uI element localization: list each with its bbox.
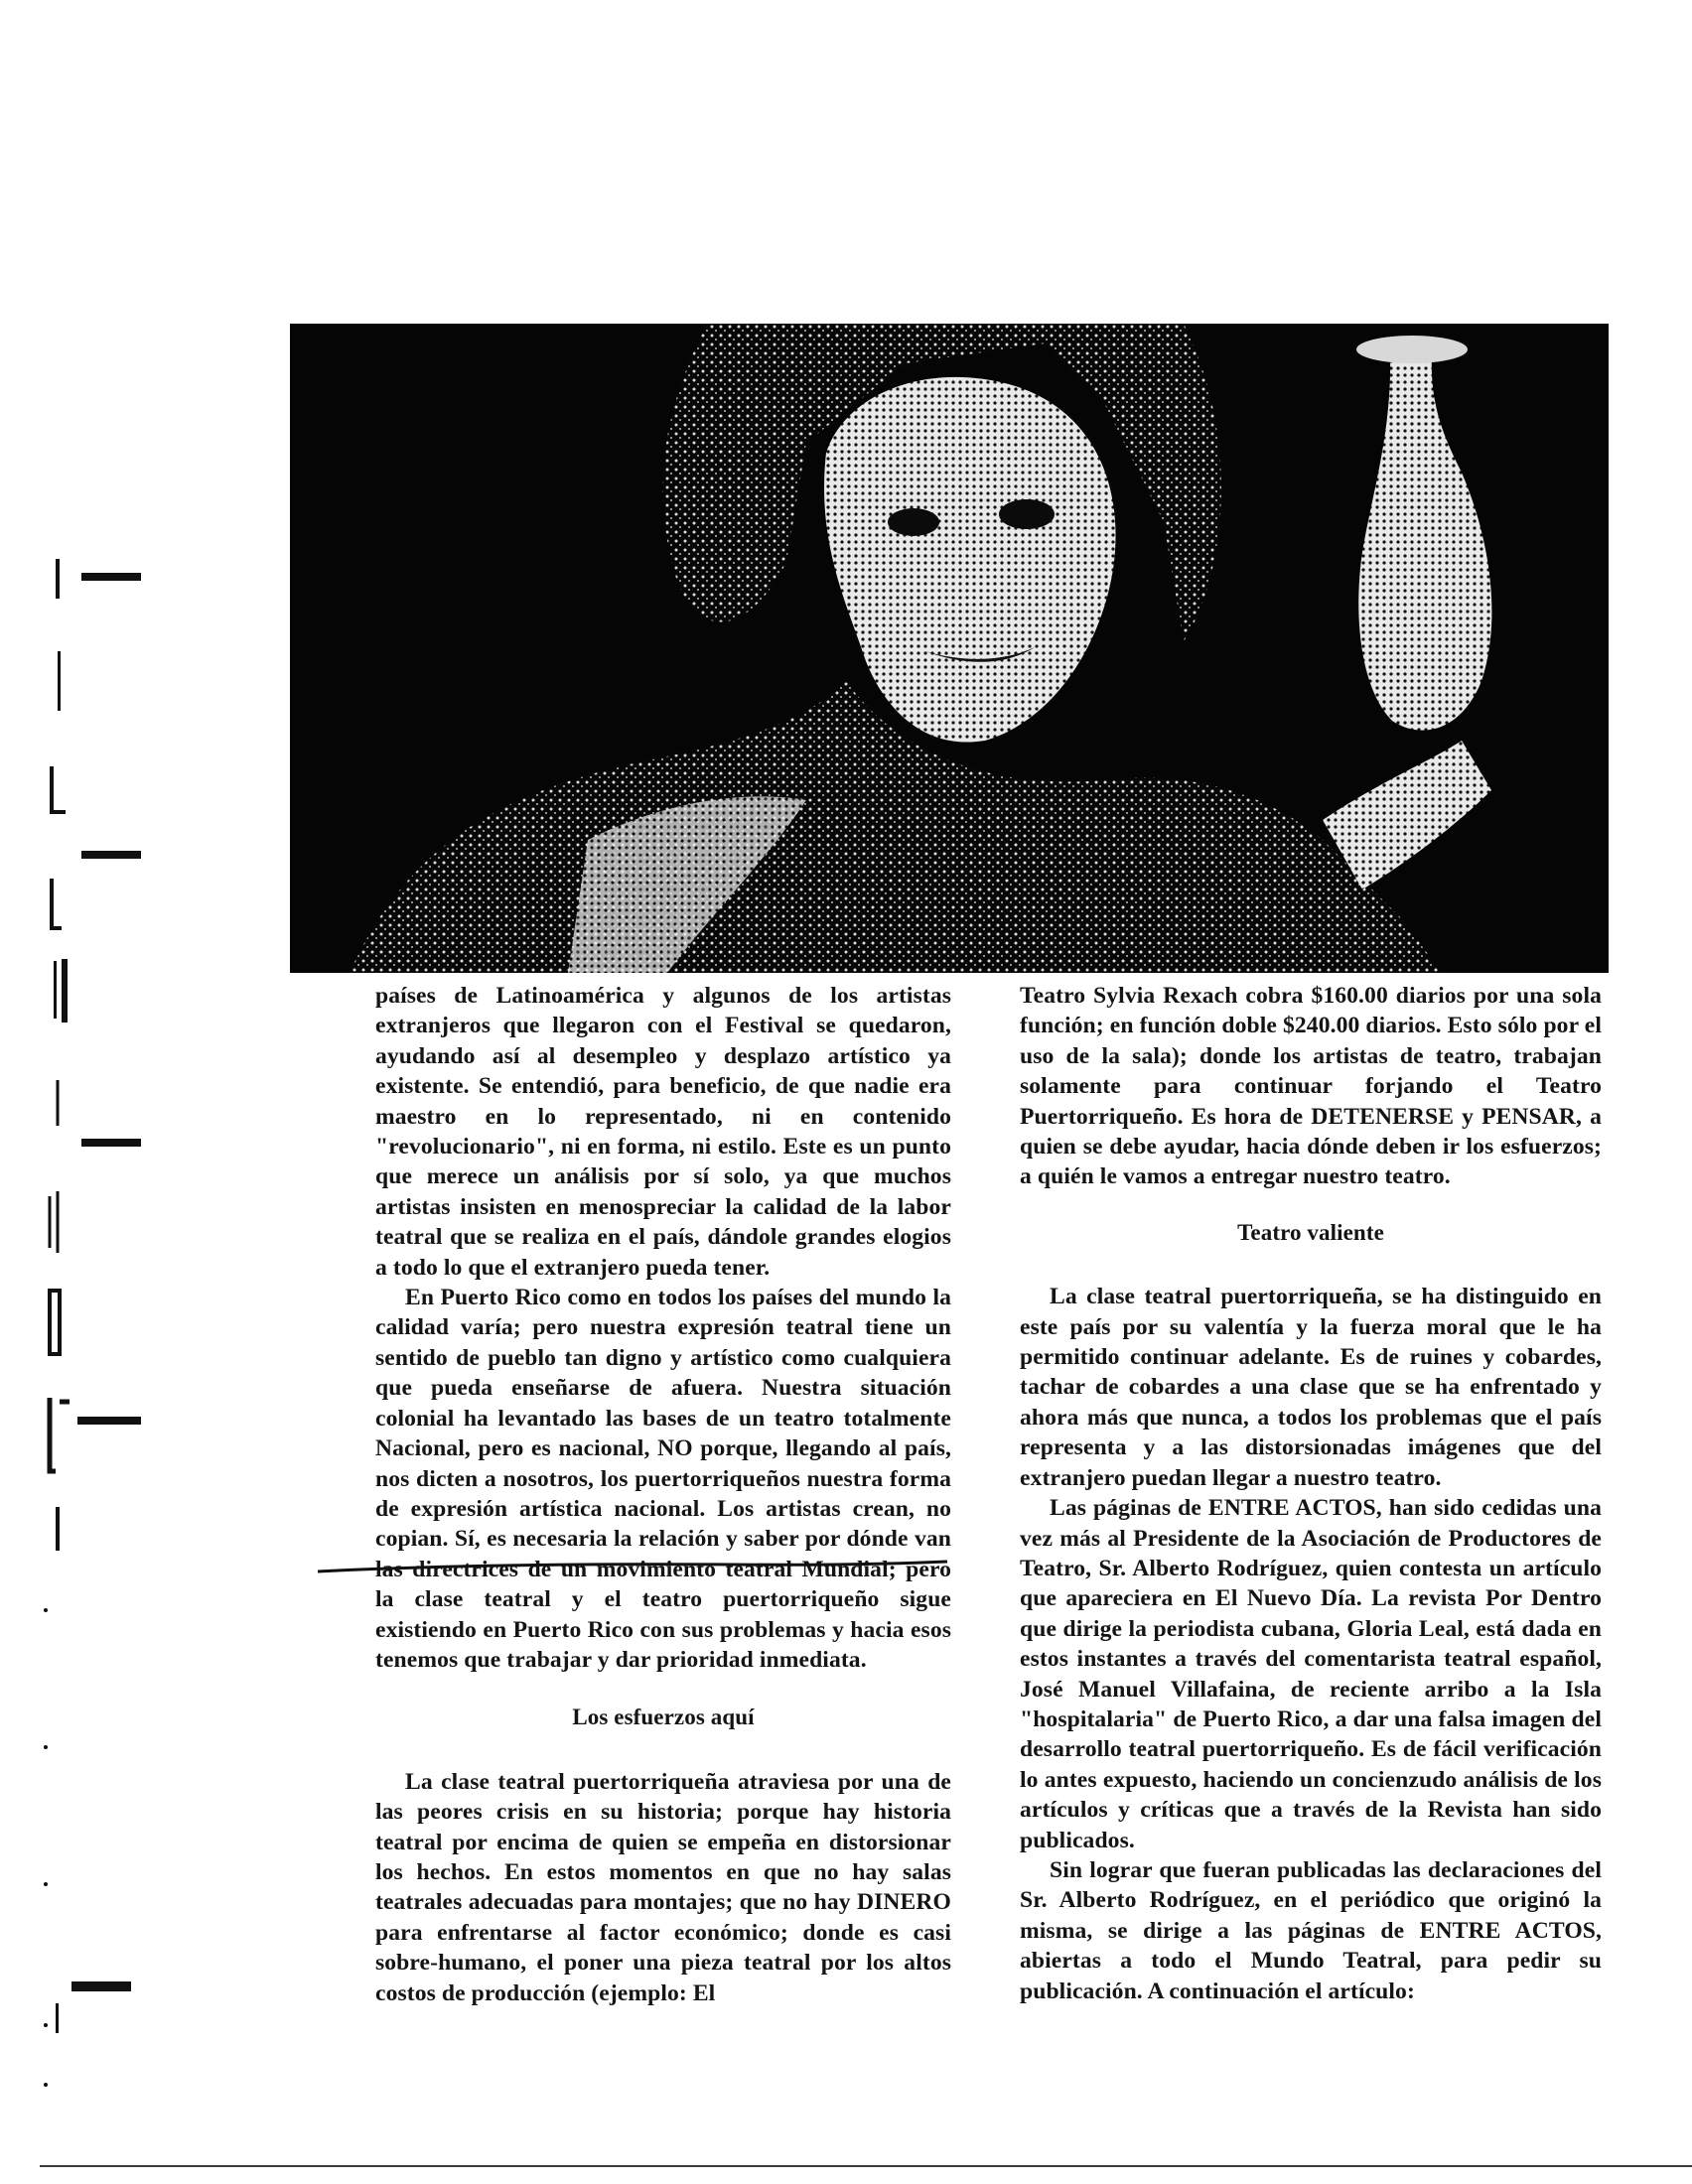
left-column	[375, 981, 951, 2008]
theatre-photo	[290, 324, 1609, 973]
left-paragraph-1: países de Latinoamérica y algunos de los artistas extranjeros que llegaron con el Festival se quedaron, ayudando así al desempleo y desplazo artístico ya existente. Se entendió, para beneficio, de que nadie era maestro en lo representado, ni en contenido "revolucionario", ni en forma, ni estilo. Este es un punto que merece un análisis por sí solo, ya que muchos artistas insisten en menospreciar la calidad de la labor teatral que se realiza en el país, dándole grandes elogios a todo lo que el extranjero pueda tener.	[375, 983, 951, 1281]
right-paragraph-3: Las páginas de ENTRE ACTOS, han sido cedidas una vez más al Presidente de la Asociación de Productores de Teatro, Sr. Alberto Rodríguez, quien contesta un artículo que apareciera en El Nuevo Día. La revista Por Dentro que dirige la periodista cubana, Gloria Leal, está dada en estos instantes a través del comentarista teatral español, José Manuel Villafaina, de reciente arribo a la Isla "hospitalaria" de Puerto Rico, a dar una falsa imagen del desarrollo teatral puertorriqueño. Es de fácil verificación lo antes expuesto, haciendo un concienzudo análisis de los artículos y críticas que a través de la Revista han sido publicados.	[1020, 1495, 1602, 1853]
right-paragraph-1: Teatro Sylvia Rexach cobra $160.00 diarios por una sola función; en función doble $240.00 diarios. Esto sólo por el uso de la sala); donde los artistas de teatro, trabajan solamente para continuar forjando el Teatro Puertorriqueño. Es hora de DETENERSE y PENSAR, a quien se debe ayudar, hacia dónde deben ir los esfuerzos; a quién le vamos a entregar nuestro teatro.	[1020, 983, 1602, 1190]
binder-marks	[0, 0, 169, 2184]
subheading-los-esfuerzos: Los esfuerzos aquí	[572, 1705, 755, 1730]
bottom-rule	[40, 2165, 1692, 2167]
theatre-photo-icon	[290, 324, 1609, 973]
right-paragraph-2: La clase teatral puertorriqueña, se ha distinguido en este país por su valentía y la fuerza moral que le ha permitido continuar adelante. Es de ruines y cobardes, tachar de cobardes a una clase que se ha enfrentado y ahora más que nunca, a todos los problemas que el país representa y a las distorsionadas imágenes que del extranjero puedan llegar a nuestro teatro.	[1020, 1284, 1602, 1491]
left-paragraph-3: La clase teatral puertorriqueña atraviesa por una de las peores crisis en su historia; porque hay historia teatral por encima de quien se empeña en distorsionar los hechos. En estos momentos en que no hay salas teatrales adecuadas para montajes; que no hay DINERO para enfrentarse al factor económico; donde es casi sobre-humano, el poner una pieza teatral por los altos costos de producción (ejemplo: El	[375, 1768, 951, 2006]
right-paragraph-4: Sin lograr que fueran publicadas las declaraciones del Sr. Alberto Rodríguez, en el periódico que originó la misma, se dirige a las páginas de ENTRE ACTOS, abiertas a todo el Mundo Teatral, para pedir su publicación. A continuación el artículo:	[1020, 1856, 1602, 2004]
left-paragraph-2: En Puerto Rico como en todos los países del mundo la calidad varía; pero nuestra expresión teatral tiene un sentido de pueblo tan digno y artístico como cualquiera que pueda enseñarse de afuera. Nuestra situación colonial ha levantado las bases de un teatro totalmente Nacional, pero es nacional, NO porque, llegando al país, nos dicten a nosotros, los puertorriqueños nuestra forma de expresión artística nacional. Los artistas crean, no copian. Sí, es necesaria la relación y saber por dónde van las directrices de un movimiento teatral Mundial; pero la clase teatral y el teatro puertorriqueño sigue existiendo en Puerto Rico con sus problemas y hacia esos tenemos que trabajar y dar prioridad inmediata.	[375, 1285, 951, 1673]
pen-strike-mark	[316, 1560, 951, 1575]
right-column	[1020, 981, 1602, 2006]
subheading-teatro-valiente: Teatro valiente	[1237, 1219, 1384, 1245]
